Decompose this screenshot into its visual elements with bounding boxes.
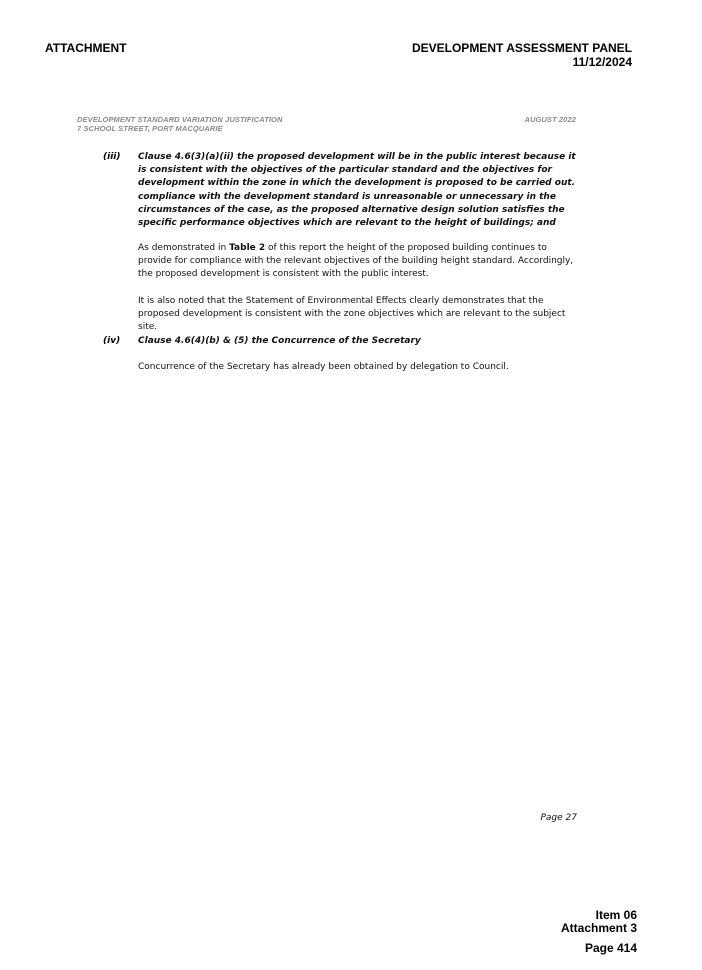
paragraph: Concurrence of the Secretary has already been obtained by delegation to Council. (138, 362, 509, 372)
attachment-label: ATTACHMENT (45, 41, 127, 55)
panel-title (412, 41, 632, 69)
section-heading: Clause 4.6(4)(b) & (5) the Concurrence of the Secretary (138, 336, 421, 346)
section-heading: Clause 4.6(3)(a)(ii) the proposed development will be in the public interest because it is consistent with the objectives of the particular standard and the objectives for development within the zone in which the development is proposed to be carried out. compliance with the development standard is unreasonable or unnecessary in the circumstances of the case, as the proposed alternative design solution satisfies the specific performance objectives which are relevant to the height of buildings; and (138, 152, 576, 229)
panel-date: 11/12/2024 (572, 55, 632, 69)
section-numeral: (iv) (103, 336, 121, 346)
doc-date: AUGUST 2022 (524, 115, 576, 124)
item-number: Item 06 (595, 908, 637, 922)
panel-name: DEVELOPMENT ASSESSMENT PANEL (411, 41, 632, 55)
paragraph-text: As demonstrated in (138, 243, 230, 253)
paragraph-text: of this report the height of the proposed building continues to provide for compliance with the relevant objectives of the building height standard. Accordingly, the proposed development is consistent with the public interest. (138, 243, 574, 280)
footer-item-block (561, 909, 637, 935)
doc-title: DEVELOPMENT STANDARD VARIATION JUSTIFICATION (77, 115, 283, 124)
footer-page-number: Page 414 (584, 941, 637, 955)
attachment-number: Attachment 3 (560, 921, 637, 935)
section-numeral: (iii) (103, 152, 121, 162)
page-number: Page 27 (540, 813, 577, 823)
doc-address: 7 SCHOOL STREET, PORT MACQUARIE (77, 124, 223, 133)
doc-running-header (77, 115, 283, 133)
table-reference: Table 2 (229, 243, 266, 253)
paragraph (138, 242, 578, 282)
paragraph: It is also noted that the Statement of Environmental Effects clearly demonstrates that the proposed development is consistent with the zone objectives which are relevant to the subject site. (138, 296, 566, 333)
